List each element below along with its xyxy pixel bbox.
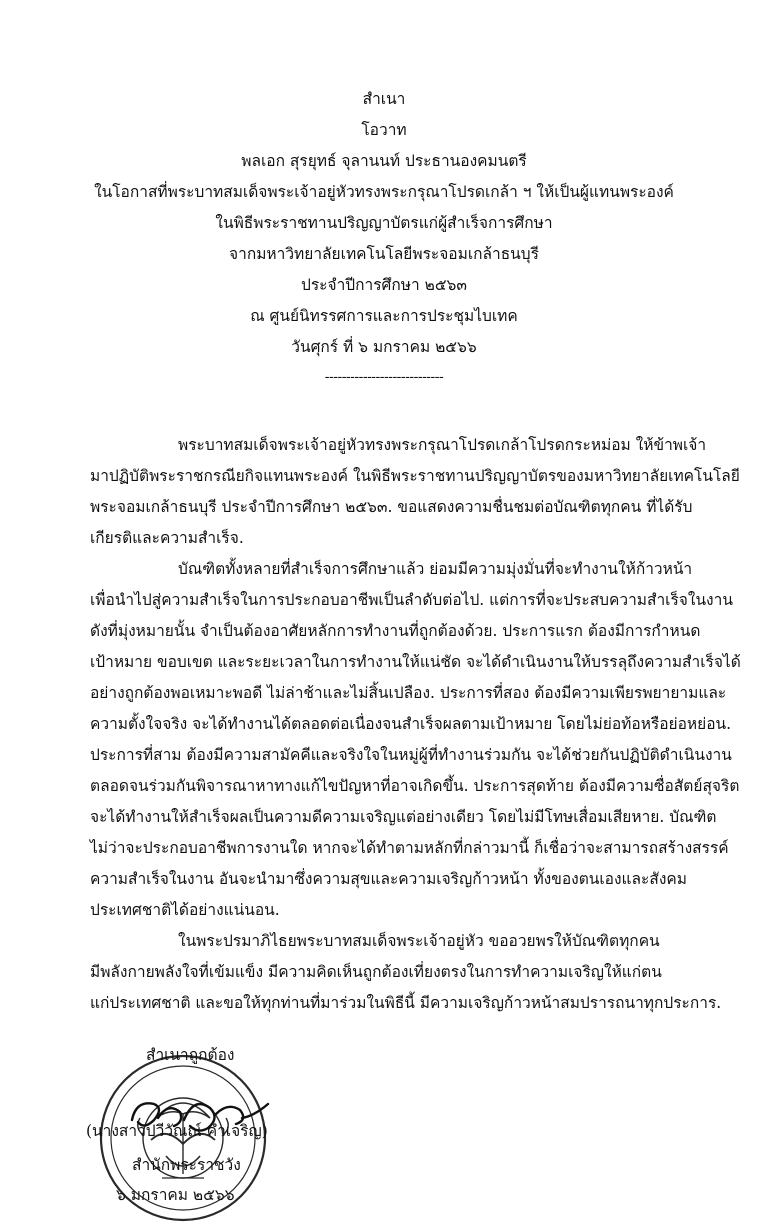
signatory-name: (นางสาวปวีวัณณ์ คำเจริญ) (86, 1122, 268, 1140)
header-speaker: พลเอก สุรยุทธ์ จุลานนท์ ประธานองคมนตรี (241, 152, 527, 170)
text-line: ประเทศชาติได้อย่างแน่นอน. (90, 901, 280, 919)
text-line: มีพลังกายพลังใจที่เข้มแข็ง มีความคิดเห็นถูกต้องเที่ยงตรงในการทำความเจริญให้แก่ตน (90, 963, 662, 981)
text-line: พระจอมเกล้าธนบุรี ประจำปีการศึกษา ๒๕๖๓. ขอแสดงความชื่นชมต่อบัณฑิตทุกคน ที่ได้รับ (90, 498, 693, 516)
paragraph-2 (90, 554, 762, 926)
paragraph-3 (90, 926, 762, 1019)
header-occasion: ในโอกาสที่พระบาทสมเด็จพระเจ้าอยู่หัวทรงพระกรุณาโปรดเกล้า ฯ ให้เป็นผู้แทนพระองค์ (94, 183, 674, 201)
header-divider: ---------------------------- (324, 369, 444, 385)
text-line: แก่ประเทศชาติ และขอให้ทุกท่านที่มาร่วมในพิธีนี้ มีความเจริญก้าวหน้าสมปรารถนาทุกประการ. (90, 994, 722, 1012)
text-line: ความสำเร็จในงาน อันจะนำมาซึ่งความสุขและความเจริญก้าวหน้า ทั้งของตนเองและสังคม (90, 870, 687, 888)
text-line: เป้าหมาย ขอบเขต และระยะเวลาในการทำงานให้แน่ชัด จะได้ดำเนินงานให้บรรลุถึงความสำเร็จได้ (90, 653, 741, 671)
header-title: โอวาท (361, 121, 407, 139)
signature-date: ๖ มกราคม ๒๕๖๖ (116, 1186, 235, 1204)
text-line: ในพระปรมาภิไธยพระบาทสมเด็จพระเจ้าอยู่หัว ขออวยพรให้บัณฑิตทุกคน (178, 932, 660, 950)
signature-block (86, 1042, 326, 1222)
document-header (0, 84, 768, 363)
text-line: ไม่ว่าจะประกอบอาชีพการงานใด หากจะได้ทำตามหลักที่กล่าวมานี้ ก็เชื่อว่าจะสามารถสร้างสรรค์ (90, 839, 729, 857)
text-line: เกียรติและความสำเร็จ. (90, 529, 244, 547)
text-line: มาปฏิบัติพระราชกรณียกิจแทนพระองค์ ในพิธีพระราชทานปริญญาบัตรของมหาวิทยาลัยเทคโนโลยี (90, 467, 740, 485)
signatory-office: สำนักพระราชวัง (132, 1156, 241, 1174)
paragraph-1 (90, 430, 762, 554)
header-ceremony: ในพิธีพระราชทานปริญญาบัตรแก่ผู้สำเร็จการศึกษา (215, 214, 553, 232)
text-line: ความตั้งใจจริง จะได้ทำงานได้ตลอดต่อเนื่องจนสำเร็จผลตามเป้าหมาย โดยไม่ย่อท้อหรือย่อหย่อน. (90, 715, 732, 733)
text-line: จะได้ทำงานให้สำเร็จผลเป็นความดีความเจริญแต่อย่างเดียว โดยไม่มีโทษเสื่อมเสียหาย. บัณฑิต (90, 808, 717, 826)
header-date: วันศุกร์ ที่ ๖ มกราคม ๒๕๖๖ (291, 338, 477, 356)
speech-body (90, 430, 762, 1019)
certified-copy-label: สำเนาถูกต้อง (146, 1046, 235, 1064)
text-line: เพื่อนำไปสู่ความสำเร็จในการประกอบอาชีพเป็นลำดับต่อไป. แต่การที่จะประสบความสำเร็จในงาน (90, 591, 733, 609)
text-line: ตลอดจนร่วมกันพิจารณาหาทางแก้ไขปัญหาที่อาจเกิดขึ้น. ประการสุดท้าย ต้องมีความซื่อสัตย์สุจริต (90, 777, 740, 795)
text-line: ดังที่มุ่งหมายนั้น จำเป็นต้องอาศัยหลักการทำงานที่ถูกต้องด้วย. ประการแรก ต้องมีการกำหนด (90, 622, 701, 640)
header-academic-year: ประจำปีการศึกษา ๒๕๖๓ (301, 276, 467, 294)
text-line: ประการที่สาม ต้องมีความสามัคคีและจริงใจในหมู่ผู้ที่ทำงานร่วมกัน จะได้ช่วยกันปฏิบัติดำเนินงาน (90, 746, 732, 764)
header-copy-label: สำเนา (362, 90, 406, 108)
text-line: พระบาทสมเด็จพระเจ้าอยู่หัวทรงพระกรุณาโปรดเกล้าโปรดกระหม่อม ให้ข้าพเจ้า (178, 436, 707, 454)
header-venue: ณ ศูนย์นิทรรศการและการประชุมไบเทค (250, 307, 518, 325)
text-line: อย่างถูกต้องพอเหมาะพอดี ไม่ล่าช้าและไม่สิ้นเปลือง. ประการที่สอง ต้องมีความเพียรพยายามและ (90, 684, 727, 702)
header-university: จากมหาวิทยาลัยเทคโนโลยีพระจอมเกล้าธนบุรี (229, 245, 539, 263)
text-line: บัณฑิตทั้งหลายที่สำเร็จการศึกษาแล้ว ย่อมมีความมุ่งมั่นที่จะทำงานให้ก้าวหน้า (178, 560, 693, 578)
